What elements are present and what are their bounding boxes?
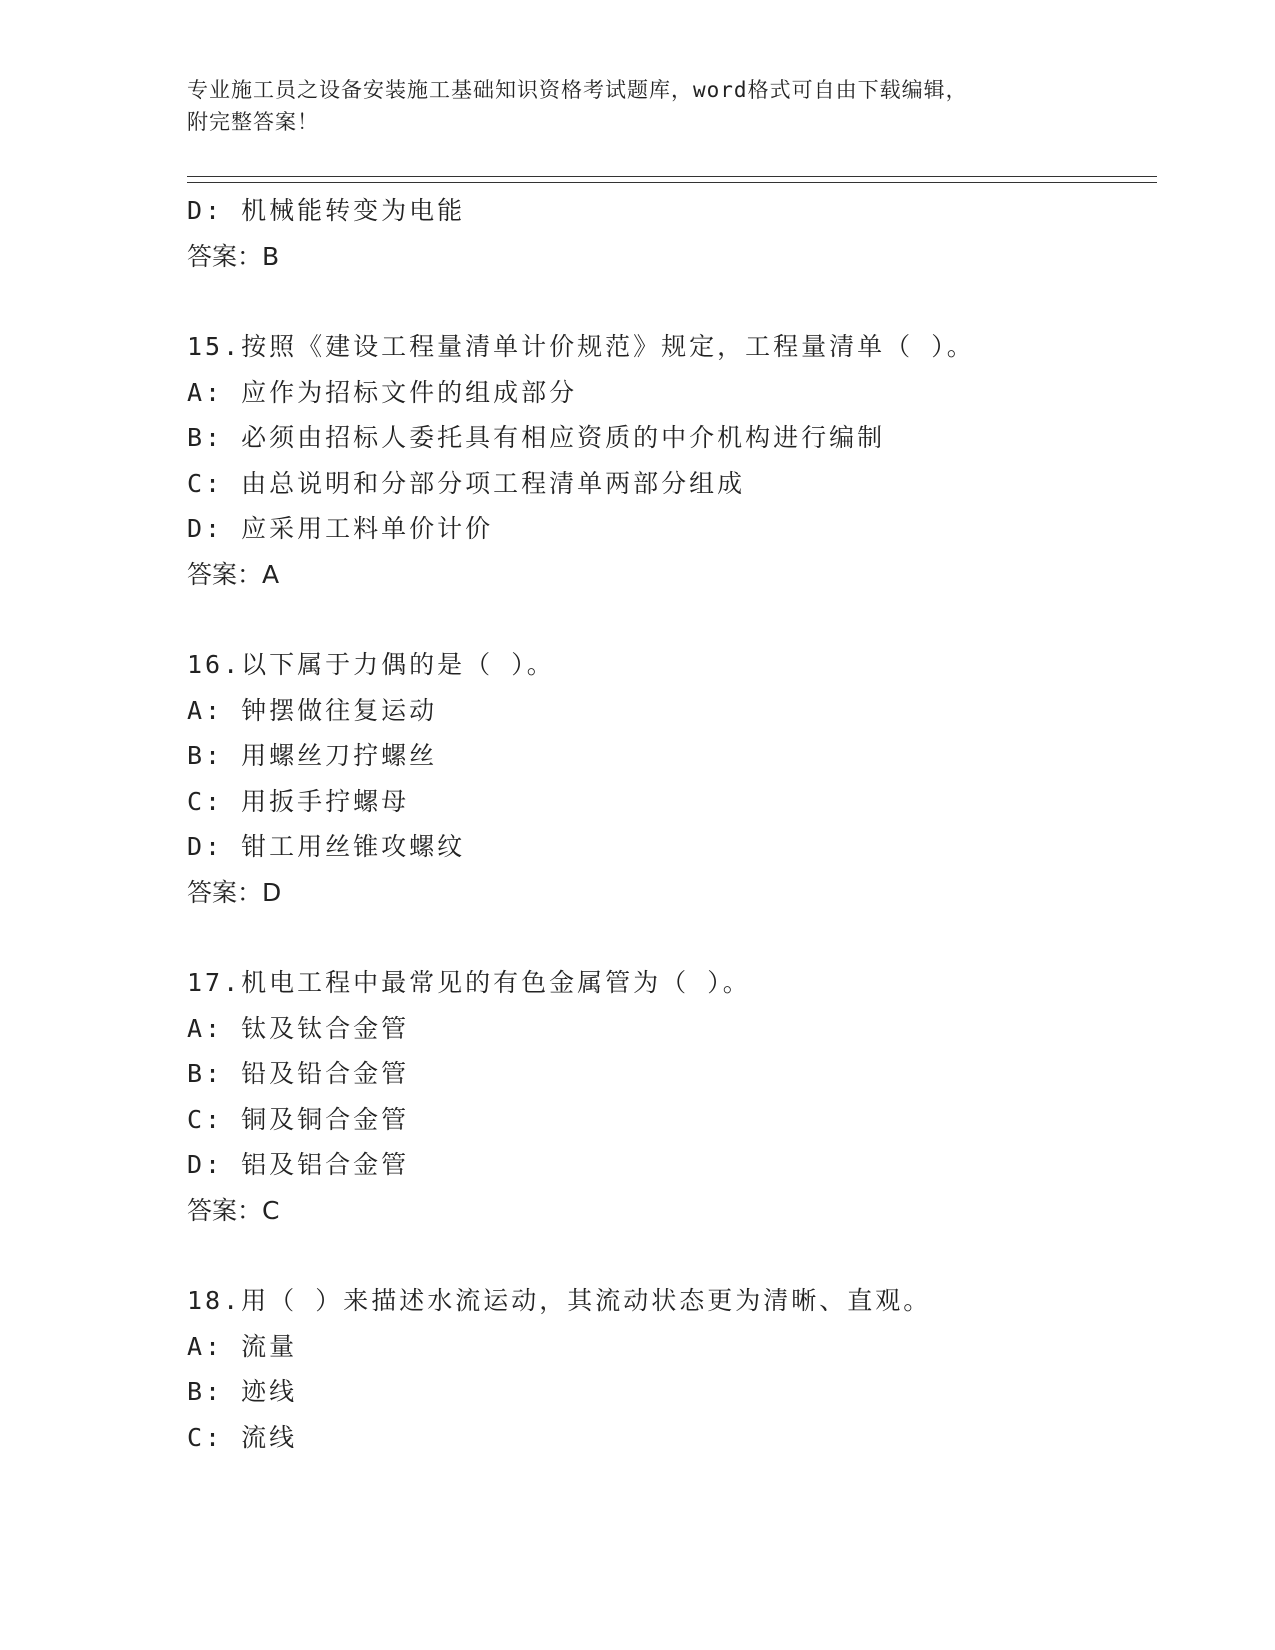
- option-b: B: 铅及铅合金管: [187, 1059, 410, 1088]
- header-divider-top: [187, 176, 1157, 177]
- option-b: B: 用螺丝刀拧螺丝: [187, 741, 438, 770]
- option-b: B: 必须由招标人委托具有相应资质的中介机构进行编制: [187, 423, 886, 452]
- answer-label: 答案：D: [187, 877, 282, 907]
- option-c: C: 由总说明和分部分项工程清单两部分组成: [187, 468, 746, 498]
- answer-label: 答案：B: [187, 241, 280, 271]
- answer-label: 答案：A: [187, 559, 280, 589]
- option-d: D: 钳工用丝锥攻螺纹: [187, 832, 466, 861]
- question-16: [187, 642, 1157, 915]
- spacer: [187, 597, 1157, 642]
- question-stem: 17.机电工程中最常见的有色金属管为（ ）。: [187, 968, 751, 997]
- option-d: D: 机械能转变为电能: [187, 196, 466, 225]
- header-line-2: 附完整答案！: [187, 110, 319, 134]
- spacer: [187, 279, 1157, 324]
- question-17: [187, 960, 1157, 1233]
- option-a: A: 流量: [187, 1331, 298, 1361]
- spacer: [187, 1233, 1157, 1278]
- question-stem: 16.以下属于力偶的是（ ）。: [187, 650, 555, 679]
- option-c: C: 铜及铜合金管: [187, 1104, 410, 1134]
- header-divider-bottom: [187, 182, 1157, 183]
- option-a: A: 钟摆做往复运动: [187, 695, 438, 725]
- question-stem: 18.用（ ）来描述水流运动，其流动状态更为清晰、直观。: [187, 1286, 932, 1315]
- spacer: [187, 915, 1157, 960]
- question-stem: 15.按照《建设工程量清单计价规范》规定，工程量清单（ ）。: [187, 332, 975, 361]
- question-15: [187, 324, 1157, 597]
- question-14-tail: [187, 188, 1157, 279]
- option-d: D: 应采用工料单价计价: [187, 514, 494, 543]
- option-b: B: 迹线: [187, 1377, 298, 1406]
- option-a: A: 应作为招标文件的组成部分: [187, 377, 578, 407]
- option-c: C: 用扳手拧螺母: [187, 786, 410, 816]
- question-list: [187, 188, 1157, 1460]
- answer-label: 答案：C: [187, 1195, 280, 1225]
- question-18: [187, 1278, 1157, 1460]
- option-c: C: 流线: [187, 1422, 298, 1452]
- option-d: D: 铝及铝合金管: [187, 1150, 410, 1179]
- header-line-1: 专业施工员之设备安装施工基础知识资格考试题库，word格式可自由下载编辑，: [187, 78, 968, 102]
- document-header: [187, 74, 1067, 138]
- option-a: A: 钛及钛合金管: [187, 1013, 410, 1043]
